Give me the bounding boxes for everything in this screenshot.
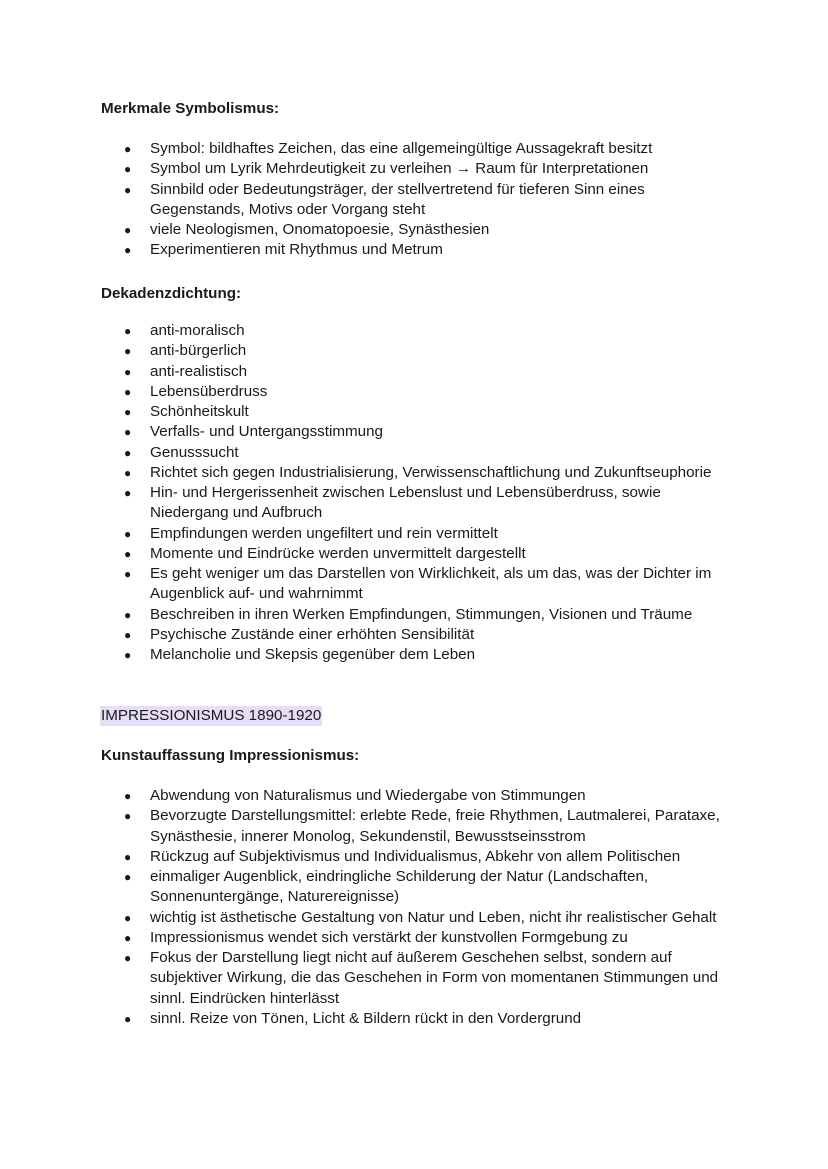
list-item: ● Impressionismus wendet sich verstärkt der kunstvollen Formgebung zu [0,928,828,948]
list-item: ● Melancholie und Skepsis gegenüber dem Leben [0,645,828,665]
list-item: ● Bevorzugte Darstellungsmittel: erlebte Rede, freie Rhythmen, Lautmalerei, Parataxe, Synästhesie, innerer Monolog, Sekundenstil, Bewusstseinsstrom [124,807,720,845]
bullet-icon: ● [124,465,132,480]
list-item: ● Schönheitskult [0,402,828,422]
list-item: ● Es geht weniger um das Darstellen von Wirklichkeit, als um das, was der Dichter im Augenblick auf- und wahrnimmt [124,565,712,603]
bullet-icon: ● [124,910,132,925]
list-item: ● Rückzug auf Subjektivismus und Individualismus, Abkehr von allem Politischen [0,847,828,867]
list-item: ● Symbol um Lyrik Mehrdeutigkeit zu verleihen → Raum für Interpretationen [0,159,828,179]
bullet-icon: ● [124,324,132,338]
list-item: ● Symbol: bildhaftes Zeichen, das eine allgemeingültige Aussagekraft besitzt [0,139,828,159]
list-item: ● anti-realistisch [0,362,828,382]
list-item: ● anti-moralisch [0,321,828,341]
list-item: ● einmaliger Augenblick, eindringliche Schilderung der Natur (Landschaften, Sonnenuntergänge, Naturereignisse) [124,868,649,906]
bullet-icon: ● [124,243,132,258]
heading-dekadenzdichtung: Dekadenzdichtung: [101,285,242,302]
bullet-icon: ● [124,223,132,237]
list-item: ● Genusssucht [0,443,828,463]
bullet-icon: ● [124,425,132,440]
list-item: ● Richtet sich gegen Industrialisierung, Verwissenschaftlichung und Zukunftseuphorie [0,463,828,483]
list-item: ● wichtig ist ästhetische Gestaltung von Natur und Leben, nicht ihr realistischer Gehalt [0,908,828,928]
bullet-icon: ● [124,648,132,662]
bullet-icon: ● [124,445,132,460]
list-impressionismus [0,786,828,1029]
list-item: ● Psychische Zustände einer erhöhten Sensibilität [0,625,828,645]
list-item: ● Empfindungen werden ungefiltert und rein vermittelt [0,524,828,544]
list-symbolismus [0,139,828,261]
bullet-icon: ● [124,567,132,581]
bullet-icon: ● [124,607,132,622]
list-dekadenzdichtung [0,321,828,665]
bullet-icon: ● [124,1011,132,1026]
bullet-icon: ● [124,849,132,864]
bullet-icon: ● [124,809,132,824]
list-item: ● viele Neologismen, Onomatopoesie, Synästhesien [0,220,828,240]
bullet-icon: ● [124,526,132,541]
list-item: ● Hin- und Hergerissenheit zwischen Lebenslust und Lebensüberdruss, sowie Niedergang und Aufbruch [124,484,661,522]
bullet-icon: ● [124,486,132,500]
list-item: ● Beschreiben in ihren Werken Empfindungen, Stimmungen, Visionen und Träume [0,605,828,625]
list-item: ● Momente und Eindrücke werden unvermittelt dargestellt [0,544,828,564]
bullet-icon: ● [124,142,132,156]
bullet-icon: ● [124,870,132,884]
bullet-icon: ● [124,627,132,642]
bullet-icon: ● [124,162,132,177]
bullet-icon: ● [124,344,132,359]
bullet-icon: ● [124,789,132,803]
list-item: ● Lebensüberdruss [0,382,828,402]
bullet-icon: ● [124,182,132,197]
bullet-icon: ● [124,364,132,379]
bullet-icon: ● [124,546,132,561]
bullet-icon: ● [124,405,132,419]
bullet-icon: ● [124,384,132,399]
list-item: ● anti-bürgerlich [0,341,828,361]
list-item: ● Experimentieren mit Rhythmus und Metrum [0,240,828,260]
list-item: ● Abwendung von Naturalismus und Wiedergabe von Stimmungen [0,786,828,806]
heading-symbolismus: Merkmale Symbolismus: [101,100,280,117]
bullet-icon: ● [124,930,132,945]
heading-kunstauffassung-impressionismus: Kunstauffassung Impressionismus: [101,747,360,764]
era-title: IMPRESSIONISMUS 1890-1920 [101,707,322,724]
list-item: ● sinnl. Reize von Tönen, Licht & Bildern rückt in den Vordergrund [0,1009,828,1029]
list-item: ● Sinnbild oder Bedeutungsträger, der stellvertretend für tieferen Sinn eines Gegenstands, Motivs oder Vorgang steht [124,180,645,218]
list-item: ● Fokus der Darstellung liegt nicht auf äußerem Geschehen selbst, sondern auf subjektiver Wirkung, die das Geschehen in Form von momentanen Stimmungen und sinnl. Eindrücken hinterlässt [124,949,719,1007]
bullet-icon: ● [124,951,132,965]
list-item: ● Verfalls- und Untergangsstimmung [0,422,828,442]
